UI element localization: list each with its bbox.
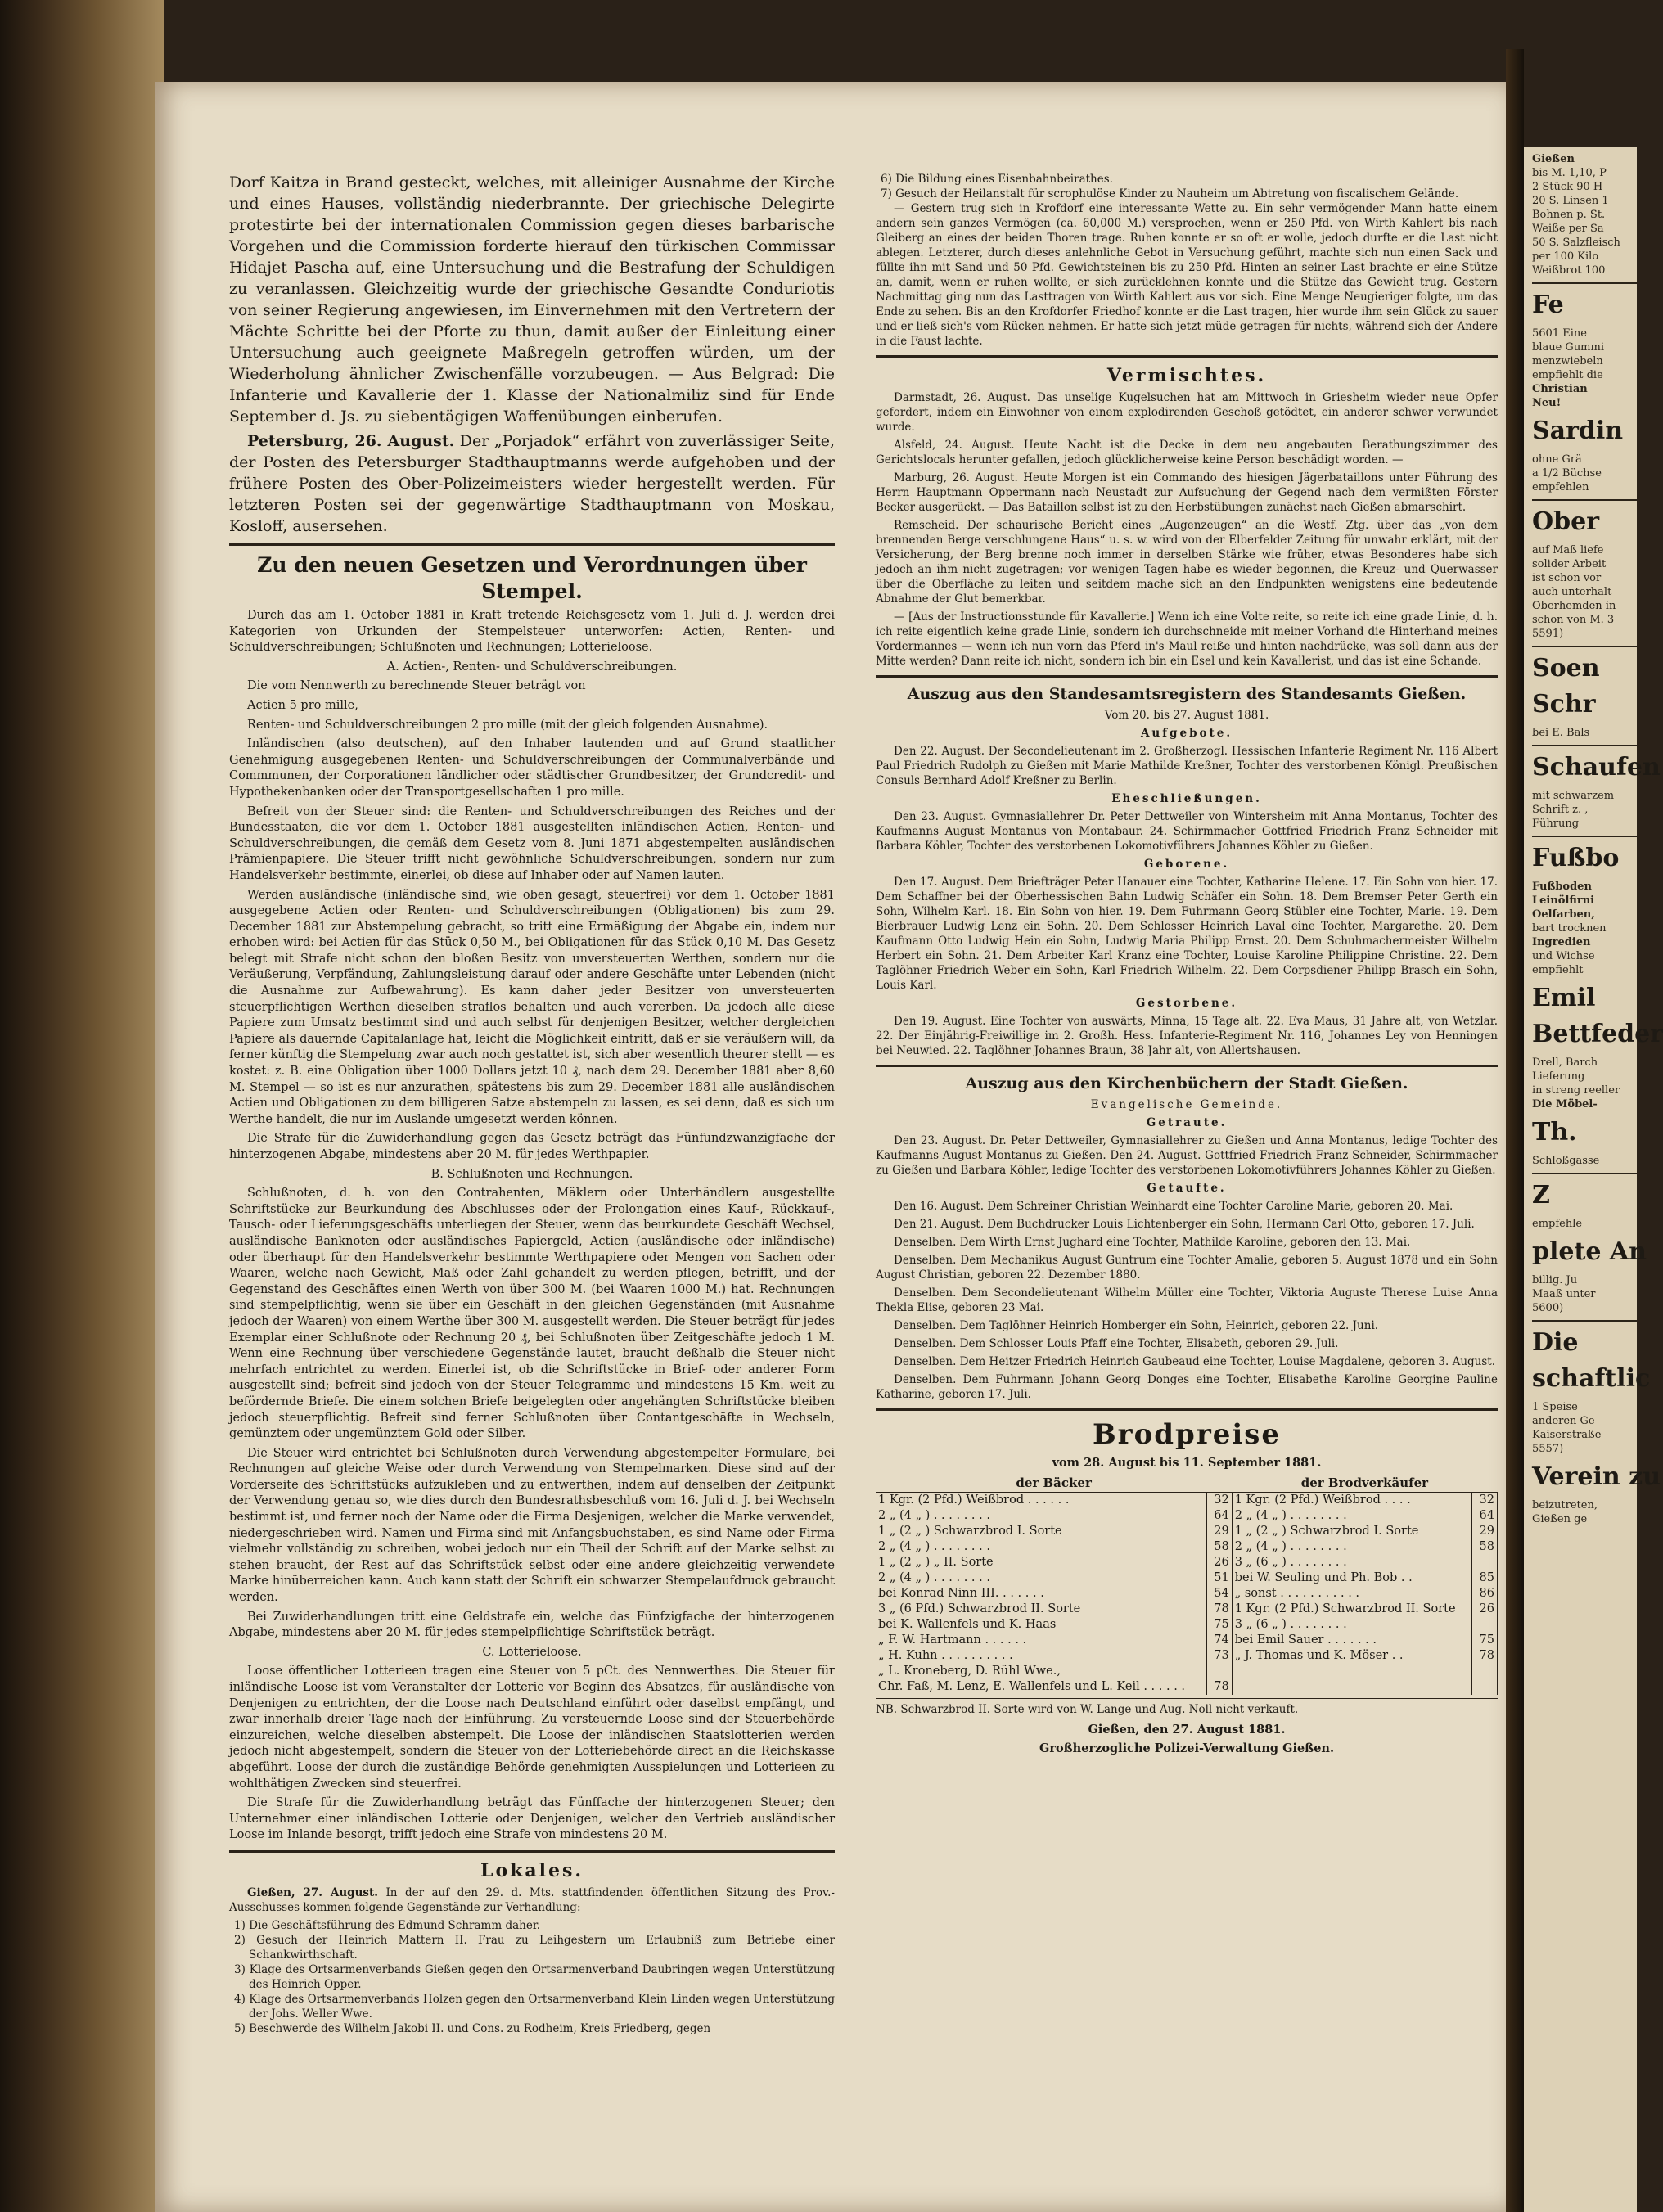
section-b-heading: B. Schlußnoten und Rechnungen.	[430, 1167, 633, 1181]
adjacent-page	[1524, 147, 1663, 2212]
ad-fragment: 1 Speise	[1532, 1401, 1578, 1413]
newspaper-page	[155, 82, 1506, 2212]
ad-fragment: Oberhemden in	[1532, 600, 1616, 612]
ad-fragment: Neu!	[1532, 397, 1562, 409]
ad-fragment: Bettfeder	[1532, 1020, 1663, 1048]
verkaeufer-item: 1 Kgr. (2 Pfd.) Weißbrod . . . .	[1234, 1493, 1411, 1507]
book-binding	[0, 0, 164, 2212]
aufgebote-text: Den 22. August. Der Secondelieutenant im 2. Großherzogl. Hessischen Infanterie Regiment Nr. 116 Albert Paul Friedrich Rudolph zu Gießen mit Marie Mathilde Kreßner, Tochter des verstorbenen Königl. Preußischen Consuls Bernhard Adolf Kreßner zu Berlin.	[876, 745, 1498, 787]
price-row	[876, 1617, 1498, 1633]
baecker-price	[1206, 1664, 1232, 1679]
ad-fragment: ist schon vor	[1532, 572, 1602, 584]
verkaeufer-price	[1472, 1679, 1498, 1695]
section-a-text-1: Die vom Nennwerth zu berechnende Steuer beträgt von	[247, 679, 586, 693]
stempel-title: Zu den neuen Gesetzen und Verordnungen über Stempel.	[257, 553, 807, 603]
verkaeufer-item: 3 „ (6 „ ) . . . . . . . .	[1234, 1617, 1347, 1631]
divider	[1532, 1173, 1637, 1174]
ad-fragment: Schr	[1532, 690, 1596, 719]
vermischtes-title: Vermischtes.	[1106, 365, 1267, 386]
divider	[876, 1698, 1498, 1699]
stempel-intro: Durch das am 1. October 1881 in Kraft tretende Reichsgesetz vom 1. Juli d. J. werden drei Kategorien von Urkunden der Stempelsteuer unterworfen: Actien, Renten- und Schuldverschreibungen; Schlußnoten und Rechnungen; Lotterieloose.	[229, 609, 835, 655]
gestorbene-text: Den 19. August. Eine Tochter von auswärts, Minna, 15 Tage alt. 22. Eva Maus, 31 Jahre alt, von Wetzlar. 22. Der Einjährig-Freiwillige im 2. Großh. Hess. Infanterie-Regiment Nr. 116, Johannes Ley von Henningen bei Neuwied. 22. Taglöhner Johannes Braun, 38 Jahr alt, von Allertshausen.	[876, 1015, 1498, 1057]
ad-fragment: Emil	[1532, 984, 1596, 1012]
ad-fragment: empfiehlt	[1532, 964, 1584, 976]
ad-fragment: beizutreten,	[1532, 1499, 1598, 1511]
ad-fragment: blaue Gummi	[1532, 341, 1604, 354]
page-gutter	[1506, 49, 1524, 2212]
petersburg-dateline: Petersburg, 26. August.	[247, 432, 455, 450]
verkaeufer-item: 2 „ (4 „ ) . . . . . . . .	[1234, 1508, 1347, 1522]
divider	[1532, 836, 1637, 837]
ad-fragment: 5557)	[1532, 1443, 1564, 1455]
getaufte-entry: Den 21. August. Dem Buchdrucker Louis Lichtenberger ein Sohn, Hermann Carl Otto, geboren 17. Juli.	[894, 1218, 1475, 1231]
article-wette: — Gestern trug sich in Krofdorf eine interessante Wette zu. Ein sehr vermögender Mann hatte einem andern sein ganzes Vermögen (ca. 60,000 M.) versprochen, wenn er 250 Pfd. von Wirth Kahlert bis nach Gleiberg an eines der beiden Thoren trage. Ruhen konnte er so oft er wolle, jedoch durfte er die Last nicht ablegen. Letzterer, durch dieses anlehnliche Gebot in Versuchung geführt, machte sich nun einen Sack und füllte ihn mit Sand und 50 Pfd. Gewichtsteinen bis zu 250 Pfd. Hinten an seiner Last brachte er eine Stütze an, damit, wenn er ruhen wollte, er sich zurücklehnen konnte und die Stütze das Gewicht trug. Gestern Nachmittag ging nun das Lasttragen von Wirth Kahlert aus vor sich. Eine Menge Neugieriger folgte, um das Ende zu sehen. Bis an den Krofdorfer Friedhof konnte er die Last tragen, hier wurde ihm sein Glück zu sauer und er ließ sich's vom Rücken nehmen. Er hatte sich jetzt müde getragen für nichts, während sich der Andere in die Faust lachte.	[876, 202, 1498, 348]
ad-fragment: 20 S. Linsen 1	[1532, 195, 1609, 207]
price-row	[876, 1555, 1498, 1570]
ad-fragment: Soen	[1532, 654, 1600, 683]
lokales-item: 4) Klage des Ortsarmenverbands Holzen gegen den Ortsarmenverband Klein Linden wegen Unterstützung der Johs. Weller Wwe.	[234, 1992, 835, 2021]
price-row	[876, 1508, 1498, 1524]
ad-fragment: Z	[1532, 1181, 1550, 1210]
section-c-text-1: Loose öffentlicher Lotterieen tragen eine Steuer von 5 pCt. des Nennwerthes. Die Steuer für inländische Loose ist vom Veranstalter der Lotterie vor Beginn des Absatzes, für ausländische von Denjenigen zu entrichten, der die Loose nach Deutschland einführt oder daselbst empfängt, und zwar innerhalb dreier Tage nach der Einführung. Zu versteuernde Loose sind der Steuerbehörde einzureichen, welche dieselben abstempelt. Die Loose der inländischen Staatslotterien werden jedoch nicht abgestempelt, sondern die Steuer von der Lotteriebehörde direct an die Reichskasse abgeführt. Loose der durch die zuständige Behörde genehmigten Ausspielungen und Lotterieen zu wohlthätigen Zwecken sind steuerfrei.	[229, 1665, 835, 1791]
verkaeufer-item: bei Emil Sauer . . . . . . .	[1234, 1633, 1377, 1647]
ad-fragment: bis M. 1,10, P	[1532, 167, 1607, 179]
ad-fragment: Leinölfirni	[1532, 894, 1595, 907]
section-a-heading: A. Actien-, Renten- und Schuldverschreibungen.	[386, 660, 678, 674]
ad-fragment: 5601 Eine	[1532, 327, 1587, 340]
ad-fragment: Gießen ge	[1532, 1513, 1588, 1525]
ad-fragment: Weißbrot 100	[1532, 264, 1606, 277]
section-a-text-4: Inländischen (also deutschen), auf den Inhaber lautenden und auf Grund staatlicher Genehmigung ausgegebenen Renten- und Schuldverschreibungen der Communalverbände und Commmunen, der Corporationen ländlicher oder städtischer Grundbesitzer, der Grundcredit- und Hypothekenbanken oder der Transportgesellschaften 1 pro mille.	[229, 737, 835, 799]
ad-fragment: 5600)	[1532, 1302, 1564, 1314]
baecker-price: 51	[1206, 1570, 1232, 1586]
price-row	[876, 1648, 1498, 1664]
vermischtes-item: Remscheid. Der schaurische Bericht eines „Augenzeugen“ an die Westf. Ztg. über das „von dem brennenden Berge verschlungene Haus“ u. s. w. wird von der Elberfelder Zeitung für unwahr erklärt, mit der Versicherung, der Berg brenne noch immer in derselben Stärke wie früher, etwas Besonderes habe sich jedoch an ihm nicht zugetragen; vor wenigen Tagen habe es wieder begonnen, die Kreuz- und Querwasser über die Oberfläche zu leiten und seitdem mache sich an den Endpunkten wenigstens eine bedeutende Abnahme der Glut bemerkbar.	[876, 519, 1498, 606]
article-kaitza: Dorf Kaitza in Brand gesteckt, welches, mit alleiniger Ausnahme der Kirche und eines Hauses, vollständig niederbrannte. Der griechische Delegirte protestirte bei der internationalen Commission gegen dieses barbarische Vorgehen und die Commission forderte hierauf den türkischen Commissar Hidajet Pascha auf, eine Untersuchung und die Bestrafung der Schuldigen zu veranlassen. Gleichzeitig wurde der griechische Gesandte Conduriotis von seiner Regierung angewiesen, im Einvernehmen mit den Vertretern der Mächte Schritte bei der Pforte zu thun, damit außer der Einleitung einer Untersuchung auch geeignete Maßregeln getroffen würden, um der Wiederholung ähnlicher Zwischenfälle vorzubeugen. — Aus Belgrad: Die Infanterie und Kavallerie der 1. Klasse der Nationalmiliz sind für Ende September d. Js. zu siebentägigen Waffenübungen einberufen.	[229, 173, 835, 426]
ad-fragment: bei E. Bals	[1532, 727, 1590, 739]
signature-date: Gießen, den 27. August 1881.	[1088, 1722, 1286, 1737]
getaufte-entry: Denselben. Dem Wirth Ernst Jughard eine Tochter, Mathilde Karoline, geboren den 13. Mai.	[894, 1236, 1411, 1249]
ad-fragment: Schloßgasse	[1532, 1155, 1600, 1167]
vermischtes-item: — [Aus der Instructionsstunde für Kavallerie.] Wenn ich eine Volte reite, so reite ich eine grade Linie, d. h. ich reite eigentlich keine grade Linie, sondern ich durchschneide mit meiner Vorhand die Hinterhand meines Vordermannes — wenn ich nun vorn das Pferd in's Maul reiße und hinten nachdrücke, was soll dann aus der Mitte werden? Dann reite ich nicht, sondern ich bin ein Esel und kein Kavallerist, und das ist eine Schande.	[876, 610, 1498, 668]
ad-fragment: billig. Ju	[1532, 1274, 1578, 1286]
standesamt-title: Auszug aus den Standesamtsregistern des Standesamts Gießen.	[907, 685, 1467, 703]
left-column	[229, 172, 835, 2201]
geborene-heading: Geborene.	[1143, 858, 1230, 871]
ad-fragment: ohne Grä	[1532, 453, 1582, 466]
baecker-item: bei Konrad Ninn III. . . . . . .	[878, 1586, 1044, 1600]
price-row	[876, 1570, 1498, 1586]
standesamt-date: Vom 20. bis 27. August 1881.	[1104, 709, 1269, 722]
article-petersburg	[229, 430, 835, 537]
baecker-item: 1 Kgr. (2 Pfd.) Weißbrod . . . . . .	[878, 1493, 1070, 1507]
ad-fragment: bart trocknen	[1532, 922, 1607, 935]
lokales-item: 3) Klage des Ortsarmenverbands Gießen gegen den Ortsarmenverband Daubringen wegen Unterstützung des Heinrich Opper.	[234, 1962, 835, 1991]
right-column	[876, 172, 1498, 2201]
price-row	[876, 1679, 1498, 1695]
baecker-price: 75	[1206, 1617, 1232, 1633]
ad-fragment: Christian	[1532, 383, 1588, 395]
getraute-text: Den 23. August. Dr. Peter Dettweiler, Gymnasiallehrer zu Gießen und Anna Montanus, ledige Tochter des Kaufmanns August Montanus zu Gießen. Den 24. August. Gottfried Friedrich Franz Schneider, Schirmmacher zu Gießen und Barbara Köhler, ledige Tochter des verstorbenen Lokomotivführers Johannes Köhler zu Gießen.	[876, 1134, 1498, 1177]
baecker-price: 54	[1206, 1586, 1232, 1602]
section-a-text-6: Werden ausländische (inländische sind, wie oben gesagt, steuerfrei) vor dem 1. October 1881 ausgegebene Actien oder Renten- und Schuldverschreibungen (Obligationen) bis zum 29. December 1881 zur Abstempelung gebracht, so tritt eine Ermäßigung der Abgabe ein, indem nur erhoben wird: bei Actien für das Stück 0,50 M., bei Obligationen für das Stück 0,10 M. Das Gesetz belegt mit Strafe nicht schon den bloßen Besitz von unversteuerten Werthen, sondern nur die Veräußerung, Verpfändung, Zahlungsleistung darauf oder andere Geschäfte unter Lebenden (nicht die Ausnahme zur Aufbewahrung). Es kann daher jeder Besitzer von unversteuerten steuerpflichtigen Werthen dieselben straflos behalten und auch vererben. Da jedoch alle diese Papiere zum Umsatz bestimmt sind und auch selbst für denjenigen Besitzer, welcher dergleichen Papiere als dauernde Capitalanlage hat, leicht die Möglichkeit eintritt, daß er sie veräußern will, da ferner künftig die Stempelung zwar auch noch gestattet ist, sich aber wesentlich theurer stellt — es kostet: z. B. eine Obligation über 1000 Dollars jetzt 10 ₰, nach dem 29. December 1881 aber 8,60 M. Stempel — so ist es nur anzurathen, spätestens bis zum 29. December 1881 alle ausländischen Actien und Obligationen zu dem billigeren Satze abstempeln zu lassen, es sei denn, daß es sich um Werthe handelt, die nur im Auslande umgesetzt werden können.	[229, 888, 835, 1126]
verkaeufer-item: 2 „ (4 „ ) . . . . . . . .	[1234, 1539, 1347, 1553]
baecker-price: 32	[1206, 1492, 1232, 1508]
lokales-intro	[229, 1885, 835, 1915]
verkaeufer-item: „ sonst . . . . . . . . . . .	[1234, 1586, 1360, 1600]
baecker-item: Chr. Faß, M. Lenz, E. Wallenfels und L. Keil . . . . . .	[878, 1679, 1186, 1693]
getaufte-entry: Denselben. Dem Heitzer Friedrich Heinrich Gaubeaud eine Tochter, Louise Magdalene, geboren 3. August.	[894, 1355, 1496, 1368]
getaufte-entry: Denselben. Dem Taglöhner Heinrich Homberger ein Sohn, Heinrich, geboren 22. Juni.	[894, 1319, 1379, 1332]
ad-fragment: Weiße per Sa	[1532, 223, 1604, 235]
adjacent-page-ads	[1524, 147, 1663, 1526]
ad-fragment: a 1/2 Büchse	[1532, 467, 1602, 480]
ad-fragment: anderen Ge	[1532, 1415, 1595, 1427]
kirchenbuecher-title: Auszug aus den Kirchenbüchern der Stadt Gießen.	[965, 1074, 1408, 1092]
price-row	[876, 1664, 1498, 1679]
ad-fragment: empfehle	[1532, 1218, 1583, 1230]
baecker-item: 2 „ (4 „ ) . . . . . . . .	[878, 1570, 990, 1584]
getaufte-entry: Den 16. August. Dem Schreiner Christian Weinhardt eine Tochter Caroline Marie, geboren 20. Mai.	[894, 1200, 1453, 1213]
ad-fragment: per 100 Kilo	[1532, 250, 1599, 263]
ad-fragment: Schaufen	[1532, 753, 1661, 782]
divider	[1532, 499, 1637, 501]
baecker-item: bei K. Wallenfels und K. Haas	[878, 1617, 1057, 1631]
price-row	[876, 1586, 1498, 1602]
agenda-item: 6) Die Bildung eines Eisenbahnbeirathes.	[881, 173, 1113, 186]
divider	[1532, 1320, 1637, 1322]
ad-fragment: Sardin	[1532, 417, 1624, 445]
lokales-intro-text: In der auf den 29. d. Mts. stattfindenden öffentlichen Sitzung des Prov.-Ausschusses kommen folgende Gegenstände zur Verhandlung:	[229, 1885, 835, 1914]
baecker-item: 2 „ (4 „ ) . . . . . . . .	[878, 1539, 990, 1553]
getaufte-list	[876, 1199, 1498, 1402]
brodpreise-title: Brodpreise	[1092, 1418, 1282, 1451]
baecker-header: der Bäcker	[876, 1475, 1232, 1493]
price-row	[876, 1602, 1498, 1617]
baecker-item: „ L. Kroneberg, D. Rühl Wwe.,	[878, 1664, 1061, 1678]
ad-fragment: auf Maß liefe	[1532, 544, 1604, 556]
ad-fragment: menzwiebeln	[1532, 355, 1603, 367]
ad-fragment: Maaß unter	[1532, 1288, 1596, 1300]
divider	[229, 543, 835, 546]
price-row	[876, 1524, 1498, 1539]
baecker-price: 64	[1206, 1508, 1232, 1524]
ad-fragment: Th.	[1532, 1118, 1577, 1147]
verkaeufer-price: 26	[1472, 1602, 1498, 1617]
verkaeufer-price: 75	[1472, 1633, 1498, 1648]
section-c-heading: C. Lotterieloose.	[482, 1645, 582, 1659]
ad-fragment: auch unterhalt	[1532, 586, 1612, 598]
ad-fragment: Oelfarben,	[1532, 908, 1595, 921]
verkaeufer-price: 58	[1472, 1539, 1498, 1555]
baecker-price: 78	[1206, 1602, 1232, 1617]
ad-fragment: 2 Stück 90 H	[1532, 181, 1603, 193]
divider	[876, 675, 1498, 678]
vermischtes-item: Darmstadt, 26. August. Das unselige Kugelsuchen hat am Mittwoch in Griesheim wieder neue Opfer gefordert, indem ein Einwohner von einem explodirenden Geschoß getödtet, ein anderer schwer verwundet wurde.	[876, 391, 1498, 434]
ad-fragment: solider Arbeit	[1532, 558, 1607, 570]
ad-fragment: Gießen	[1532, 153, 1575, 165]
ad-fragment: Ingredien	[1532, 936, 1591, 948]
verkaeufer-price: 32	[1472, 1492, 1498, 1508]
baecker-item: 2 „ (4 „ ) . . . . . . . .	[878, 1508, 990, 1522]
price-row	[876, 1492, 1498, 1508]
divider	[1532, 646, 1637, 647]
section-a-text-2: Actien 5 pro mille,	[247, 698, 358, 712]
verkaeufer-price	[1472, 1555, 1498, 1570]
verkaeufer-price	[1472, 1664, 1498, 1679]
ad-fragment: Fe	[1532, 291, 1564, 319]
section-b-text-1: Schlußnoten, d. h. von den Contrahenten, Mäklern oder Unterhändlern ausgestellte Schriftstücke zur Beurkundung des Abschlusses oder der Prolongation eines Kauf-, Rückkauf-, Tausch- oder Lieferungsgeschäfts unterliegen der Steuer, wenn das beurkundete Geschäft Wechsel, ausländische Banknoten oder ausländisches Papiergeld, Actien (ausländische oder inländische) oder überhaupt für den Handelsverkehr bestimmte Werthpapiere oder Mengen von Sachen oder Waaren, welche nach Gewicht, Maß oder Zahl gehandelt zu werden pflegen, betrifft, und der Gegenstand des Geschäftes einen Werth von über 300 M. (bei Waaren 1000 M.) hat. Rechnungen sind stempelpflichtig, wenn sie über ein Geschäft in den gleichen Gegenständen (mit Ausnahme jedoch der Waaren) von einem Werthe über 300 M. ausgestellt werden. Die Steuer beträgt für jedes Exemplar einer Schlußnote oder Rechnung 20 ₰, bei Schlußnoten über Zeitgeschäfte jedoch 1 M. Wenn eine Rechnung über verschiedene Gegenstände lautet, braucht deßhalb die Steuer nicht mehrfach entrichtet zu werden. Einerlei ist, ob die Schriftstücke in Brief- oder anderer Form ausgestellt sind; befreit sind jedoch von der Steuer Telegramme und mindestens 15 Km. weit zu befördernde Briefe. Die einem solchen Briefe beigelegten oder angehängten Schriftstücke bleiben jedoch steuerpflichtig. Befreit sind ferner Schlußnoten über Contantgeschäfte in Wechseln, gemünztem oder ungemünztem Gold oder Silber.	[229, 1187, 835, 1441]
verkaeufer-item: bei W. Seuling und Ph. Bob . .	[1234, 1570, 1413, 1584]
lokales-item: 1) Die Geschäftsführung des Edmund Schramm daher.	[234, 1918, 541, 1932]
ad-fragment: Fußbo	[1532, 844, 1620, 872]
divider	[1532, 282, 1637, 284]
ad-fragment: und Wichse	[1532, 950, 1595, 962]
baecker-price: 73	[1206, 1648, 1232, 1664]
aufgebote-heading: Aufgebote.	[1140, 727, 1233, 740]
verkaeufer-item: 1 Kgr. (2 Pfd.) Schwarzbrod II. Sorte	[1234, 1602, 1456, 1615]
ad-fragment: Ober	[1532, 507, 1600, 536]
getaufte-heading: Getaufte.	[1147, 1182, 1227, 1195]
section-a-text-5: Befreit von der Steuer sind: die Renten- und Schuldverschreibungen des Reiches und der Bundesstaaten, die vor dem 1. October 1881 ausgestellten inländischen Actien, Renten- und Schuldverschreibungen, die gemäß dem Gesetz vom 8. Juni 1871 abgestempelten ausländischen Prämienpapiere. Die Steuer trifft nicht gewöhnliche Schuldverschreibungen, sondern nur zum Handelsverkehr bestimmte, einerlei, ob diese auf Inhaber oder auf Namen lauten.	[229, 804, 835, 882]
ad-fragment: mit schwarzem	[1532, 790, 1615, 802]
baecker-price: 58	[1206, 1539, 1232, 1555]
price-row	[876, 1633, 1498, 1648]
divider	[876, 1408, 1498, 1411]
ad-fragment: schaftlic	[1532, 1364, 1651, 1393]
ad-fragment: empfehlen	[1532, 481, 1589, 493]
section-a-text-7: Die Strafe für die Zuwiderhandlung gegen das Gesetz beträgt das Fünfundzwanzigfache der hinterzogenen Abgabe, mindestens aber 20 M. für jedes Werthpapier.	[229, 1132, 835, 1161]
baecker-item: 1 „ (2 „ ) Schwarzbrod I. Sorte	[878, 1524, 1062, 1538]
ad-fragment: schon von M. 3	[1532, 614, 1615, 626]
verkaeufer-price: 78	[1472, 1648, 1498, 1664]
baecker-price: 29	[1206, 1524, 1232, 1539]
divider	[876, 355, 1498, 358]
agenda-item: 7) Gesuch der Heilanstalt für scrophulöse Kinder zu Nauheim um Abtretung von fiscalischem Gelände.	[881, 187, 1459, 200]
eheschliessungen-heading: Eheschließungen.	[1111, 792, 1262, 805]
getraute-heading: Getraute.	[1146, 1116, 1228, 1129]
verkaeufer-price	[1472, 1617, 1498, 1633]
section-a-text-3: Renten- und Schuldverschreibungen 2 pro mille (mit der gleich folgenden Ausnahme).	[247, 718, 768, 732]
verkaeufer-header: der Brodverkäufer	[1232, 1475, 1497, 1493]
baecker-item: 3 „ (6 Pfd.) Schwarzbrod II. Sorte	[878, 1602, 1081, 1615]
ad-fragment: Verein zu	[1532, 1462, 1661, 1491]
divider	[229, 1850, 835, 1853]
baecker-item: „ F. W. Hartmann . . . . . .	[878, 1633, 1027, 1647]
section-c-text-2: Die Strafe für die Zuwiderhandlung beträgt das Fünffache der hinterzogenen Steuer; den Unternehmer einer inländischen Lotterie oder Denjenigen, welcher den Vertrieb ausländischer Loose im Inlande besorgt, trifft jedoch eine Strafe von mindestens 20 M.	[229, 1796, 835, 1842]
vermischtes-item: Marburg, 26. August. Heute Morgen ist ein Commando des hiesigen Jägerbataillons unter Führung des Herrn Hauptmann Oppermann nach Neustadt zur Aufsuchung der Gegend nach dem vermißten Förster Becker ausgerückt. — Das Bataillon selbst ist zu den Herbstübungen zunächst nach Gießen abmarschirt.	[876, 471, 1498, 514]
geborene-text: Den 17. August. Dem Briefträger Peter Hanauer eine Tochter, Katharine Helene. 17. Ein Sohn von hier. 17. Dem Schaffner bei der Oberhessischen Bahn Ludwig Schäfer ein Sohn. 18. Dem Bremser Peter Gerth ein Sohn, Wilhelm Karl. 18. Ein Sohn von hier. 19. Dem Fuhrmann Georg Stübler eine Tochter, Marie. 19. Dem Bierbrauer Ludwig Lenz ein Sohn. 20. Dem Schlosser Heinrich Laval eine Tochter, Margarethe. 20. Dem Kaufmann Otto Ludwig Hein ein Sohn, Ludwig Maria Philipp Ernst. 20. Dem Schuhmachermeister Wilhelm Herbert ein Sohn. 21. Dem Arbeiter Karl Kranz eine Tochter, Louise Karoline Philippine Christine. 22. Dem Taglöhner Friedrich Weber ein Sohn, Karl Friedrich Wilhelm. 22. Dem Corpsdiener Philipp Brasch ein Sohn, Louis Karl.	[876, 876, 1498, 992]
baecker-price: 78	[1206, 1679, 1232, 1695]
getaufte-entry: Denselben. Dem Fuhrmann Johann Georg Donges eine Tochter, Elisabethe Karoline Georgine Pauline Katharine, geboren 17. Juli.	[876, 1373, 1498, 1401]
verkaeufer-price: 86	[1472, 1586, 1498, 1602]
baecker-item: „ H. Kuhn . . . . . . . . . .	[878, 1648, 1013, 1662]
getaufte-entry: Denselben. Dem Schlosser Louis Pfaff eine Tochter, Elisabeth, geboren 29. Juli.	[894, 1337, 1339, 1350]
brodpreise-note: NB. Schwarzbrod II. Sorte wird von W. Lange und Aug. Noll nicht verkauft.	[876, 1702, 1299, 1716]
lokales-dateline: Gießen, 27. August.	[247, 1885, 378, 1899]
ad-fragment: plete An	[1532, 1237, 1647, 1266]
brodpreise-date: vom 28. August bis 11. September 1881.	[1052, 1456, 1322, 1470]
ad-fragment: Drell, Barch	[1532, 1056, 1598, 1069]
price-row	[876, 1539, 1498, 1555]
ad-fragment: Die Möbel-	[1532, 1098, 1598, 1111]
verkaeufer-item: 3 „ (6 „ ) . . . . . . . .	[1234, 1555, 1347, 1569]
gestorbene-heading: Gestorbene.	[1135, 997, 1238, 1010]
section-b-text-2: Die Steuer wird entrichtet bei Schlußnoten durch Verwendung abgestempelter Formulare, bei Rechnungen auf gleiche Weise oder durch Verwendung von Stempelmarken. Diese sind auf der Vorderseite des Schriftstücks aufzukleben und zu entwerthen, indem auf denselben der Zeitpunkt der Verwendung genau so, wie dies durch den Bundesrathsbeschluß vom 16. Juli d. J. bei Wechseln bestimmt ist, und ferner noch der Name oder die Firma Desjenigen, welcher die Marke verwendet, niedergeschrieben wird. Namen und Firma sind mit Anfangsbuchstaben, es sind Name oder Firma vielmehr vollständig zu schreiben, wobei jedoch nur ein Theil der Schrift auf der Marke selbst zu stehen braucht, der Rest auf das Schriftstück selbst oder eine andere gleichzeitig verwendete Marke hinüberreichen kann. Auch kann statt der Schrift ein schwarzer Stempelaufdruck gebraucht werden.	[229, 1446, 835, 1605]
lokales-item: 2) Gesuch der Heinrich Mattern II. Frau zu Leihgestern um Erlaubniß zum Betriebe einer Schankwirthschaft.	[234, 1933, 835, 1962]
ad-fragment: Die	[1532, 1328, 1579, 1357]
ad-fragment: Kaiserstraße	[1532, 1429, 1602, 1441]
ad-fragment: empfiehlt die	[1532, 369, 1603, 381]
getaufte-entry: Denselben. Dem Mechanikus August Guntrum eine Tochter Amalie, geboren 5. August 1878 und ein Sohn August Christian, geboren 22. Dezember 1880.	[876, 1254, 1498, 1282]
verkaeufer-price: 29	[1472, 1524, 1498, 1539]
verkaeufer-item: 1 „ (2 „ ) Schwarzbrod I. Sorte	[1234, 1524, 1419, 1538]
verkaeufer-item	[1232, 1679, 1471, 1695]
petersburg-text: Der „Porjadok“ erfährt von zuverlässiger Seite, der Posten des Petersburger Stadthauptmanns werde aufgehoben und der frühere Posten des Ober-Polizeimeisters wieder hergestellt werden. Für letzteren Posten sei der gegenwärtige Stadthauptmann von Moskau, Kosloff, ausersehen.	[229, 432, 835, 535]
verkaeufer-item	[1232, 1664, 1471, 1679]
section-b-text-3: Bei Zuwiderhandlungen tritt eine Geldstrafe ein, welche das Fünfzigfache der hinterzogenen Abgabe, mindestens aber 20 M. für jedes stempelpflichtige Schriftstück beträgt.	[229, 1610, 835, 1640]
signature-authority: Großherzogliche Polizei-Verwaltung Gießen.	[1039, 1741, 1335, 1756]
divider	[1532, 745, 1637, 746]
ad-fragment: Fußboden	[1532, 881, 1592, 893]
ad-fragment: Führung	[1532, 818, 1580, 830]
baecker-price: 74	[1206, 1633, 1232, 1648]
verkaeufer-item: „ J. Thomas und K. Möser . .	[1234, 1648, 1404, 1662]
getaufte-entry: Denselben. Dem Secondelieutenant Wilhelm Müller eine Tochter, Viktoria Auguste Therese Luise Anna Thekla Elise, geboren 23 Mai.	[876, 1286, 1498, 1314]
ad-fragment: in streng reeller	[1532, 1084, 1620, 1097]
ad-fragment: 50 S. Salzfleisch	[1532, 237, 1620, 249]
lokales-title: Lokales.	[480, 1859, 584, 1881]
verkaeufer-price: 85	[1472, 1570, 1498, 1586]
ad-fragment: Bohnen p. St.	[1532, 209, 1606, 221]
ad-fragment: 5591)	[1532, 628, 1564, 640]
verkaeufer-price: 64	[1472, 1508, 1498, 1524]
divider	[876, 1065, 1498, 1067]
baecker-item: 1 „ (2 „ ) „ II. Sorte	[878, 1555, 994, 1569]
brodpreise-table	[876, 1475, 1498, 1695]
lokales-item: 5) Beschwerde des Wilhelm Jakobi II. und Cons. zu Rodheim, Kreis Friedberg, gegen	[234, 2021, 711, 2035]
evangelische-gemeinde-heading: Evangelische Gemeinde.	[1090, 1098, 1283, 1111]
ad-fragment: Lieferung	[1532, 1070, 1585, 1083]
ad-fragment: Schrift z. ,	[1532, 804, 1589, 816]
eheschliessungen-text: Den 23. August. Gymnasiallehrer Dr. Peter Dettweiler von Wintersheim mit Anna Montanus, Tochter des Kaufmanns August Montanus von Montabaur. 24. Schirmmacher Gottfried Friedrich Franz Schneider mit Barbara Köhler, Tochter des verstorbenen Lokomotivführers Johannes Köhler zu Gießen.	[876, 810, 1498, 853]
baecker-price: 26	[1206, 1555, 1232, 1570]
vermischtes-item: Alsfeld, 24. August. Heute Nacht ist die Decke in dem neu angebauten Berathungszimmer des Gerichtslocals herunter gefallen, jedoch glücklicherweise keine Person beschädigt worden. —	[876, 439, 1498, 466]
